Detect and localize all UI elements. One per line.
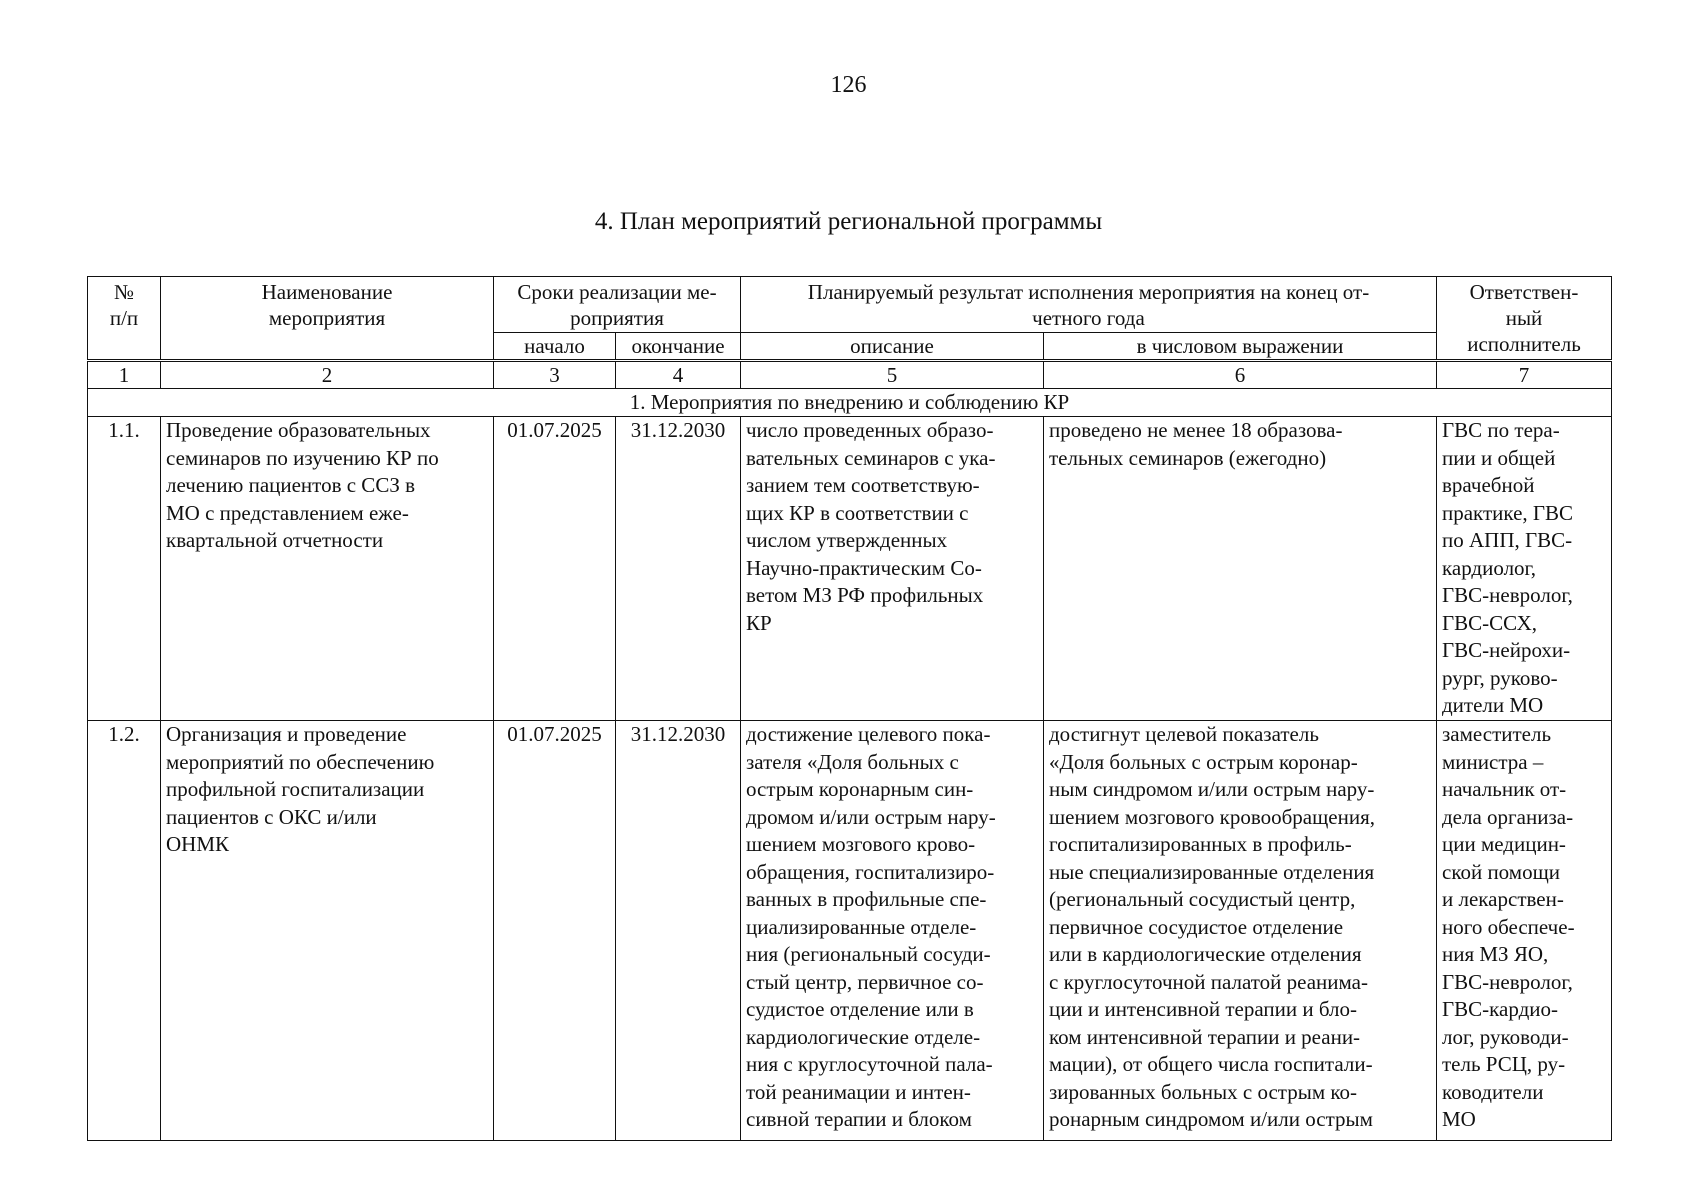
row-description: число проведенных образо- вательных семинаров с ука- занием тем соответствую- щих КР в соответствии с числом утвержденных Научно-практическим Со- ветом МЗ РФ профильных КР bbox=[741, 417, 1044, 721]
column-number: 5 bbox=[741, 361, 1044, 389]
header-end: окончание bbox=[616, 333, 741, 361]
row-start-date: 01.07.2025 bbox=[494, 417, 616, 721]
row-name: Проведение образовательных семинаров по изучению КР по лечению пациентов с ССЗ в МО с представлением еже- квартальной отчетности bbox=[161, 417, 494, 721]
section-title: 1. Мероприятия по внедрению и соблюдению КР bbox=[88, 389, 1612, 417]
header-result: Планируемый результат исполнения мероприятия на конец от- четного года bbox=[741, 277, 1437, 333]
row-numeric: проведено не менее 18 образова- тельных семинаров (ежегодно) bbox=[1044, 417, 1437, 721]
section-row bbox=[88, 389, 1612, 417]
header-start: начало bbox=[494, 333, 616, 361]
row-description: достижение целевого пока- зателя «Доля больных с острым коронарным син- дромом и/или острым нару- шением мозгового крово- обращения, госпитализиро- ванных в профильные спе- циализированные отделе- ния (региональный сосуди- стый центр, первичное со- судистое отделение или в кардиологические отделе- ния с круглосуточной пала- той реанимации и интен- сивной терапии и блоком bbox=[741, 721, 1044, 1141]
row-number: 1.2. bbox=[88, 721, 161, 1141]
header-numeric: в числовом выражении bbox=[1044, 333, 1437, 361]
header-description: описание bbox=[741, 333, 1044, 361]
column-number: 4 bbox=[616, 361, 741, 389]
row-end-date: 31.12.2030 bbox=[616, 417, 741, 721]
table-row bbox=[88, 417, 1612, 721]
header-terms: Сроки реализации ме- роприятия bbox=[494, 277, 741, 333]
row-responsible: ГВС по тера- пии и общей врачебной практике, ГВС по АПП, ГВС- кардиолог, ГВС-невролог, ГВС-ССХ, ГВС-нейрохи- рург, руково- дители МО bbox=[1437, 417, 1612, 721]
row-number: 1.1. bbox=[88, 417, 161, 721]
header-num: № п/п bbox=[88, 277, 161, 361]
document-title: 4. План мероприятий региональной программы bbox=[594, 208, 1103, 235]
plan-table bbox=[87, 276, 1612, 1141]
column-number: 2 bbox=[161, 361, 494, 389]
column-number: 6 bbox=[1044, 361, 1437, 389]
row-numeric: достигнут целевой показатель «Доля больных с острым коронар- ным синдромом и/или острым нару- шением мозгового кровообращения, госпитализированных в профиль- ные специализированные отделения (региональный сосудистый центр, первичное сосудистое отделение или в кардиологические отделения с круглосуточной палатой реанима- ции и интенсивной терапии и бло- ком интенсивной терапии и реани- мации), от общего числа госпитали- зированных больных с острым ко- ронарным синдромом и/или острым bbox=[1044, 721, 1437, 1141]
column-number: 1 bbox=[88, 361, 161, 389]
row-name: Организация и проведение мероприятий по обеспечению профильной госпитализации пациентов с ОКС и/или ОНМК bbox=[161, 721, 494, 1141]
row-start-date: 01.07.2025 bbox=[494, 721, 616, 1141]
column-number-row bbox=[88, 361, 1612, 389]
row-responsible: заместитель министра – начальник от- дела организа- ции медицин- ской помощи и лекарствен- ного обеспече- ния МЗ ЯО, ГВС-невролог, ГВС-кардио- лог, руководи- тель РСЦ, ру- ководители МО bbox=[1437, 721, 1612, 1141]
column-number: 3 bbox=[494, 361, 616, 389]
header-responsible: Ответствен- ный исполнитель bbox=[1437, 277, 1612, 361]
page-number: 126 bbox=[830, 72, 867, 98]
row-end-date: 31.12.2030 bbox=[616, 721, 741, 1141]
header-name: Наименование мероприятия bbox=[161, 277, 494, 361]
column-number: 7 bbox=[1437, 361, 1612, 389]
table-row bbox=[88, 721, 1612, 1141]
